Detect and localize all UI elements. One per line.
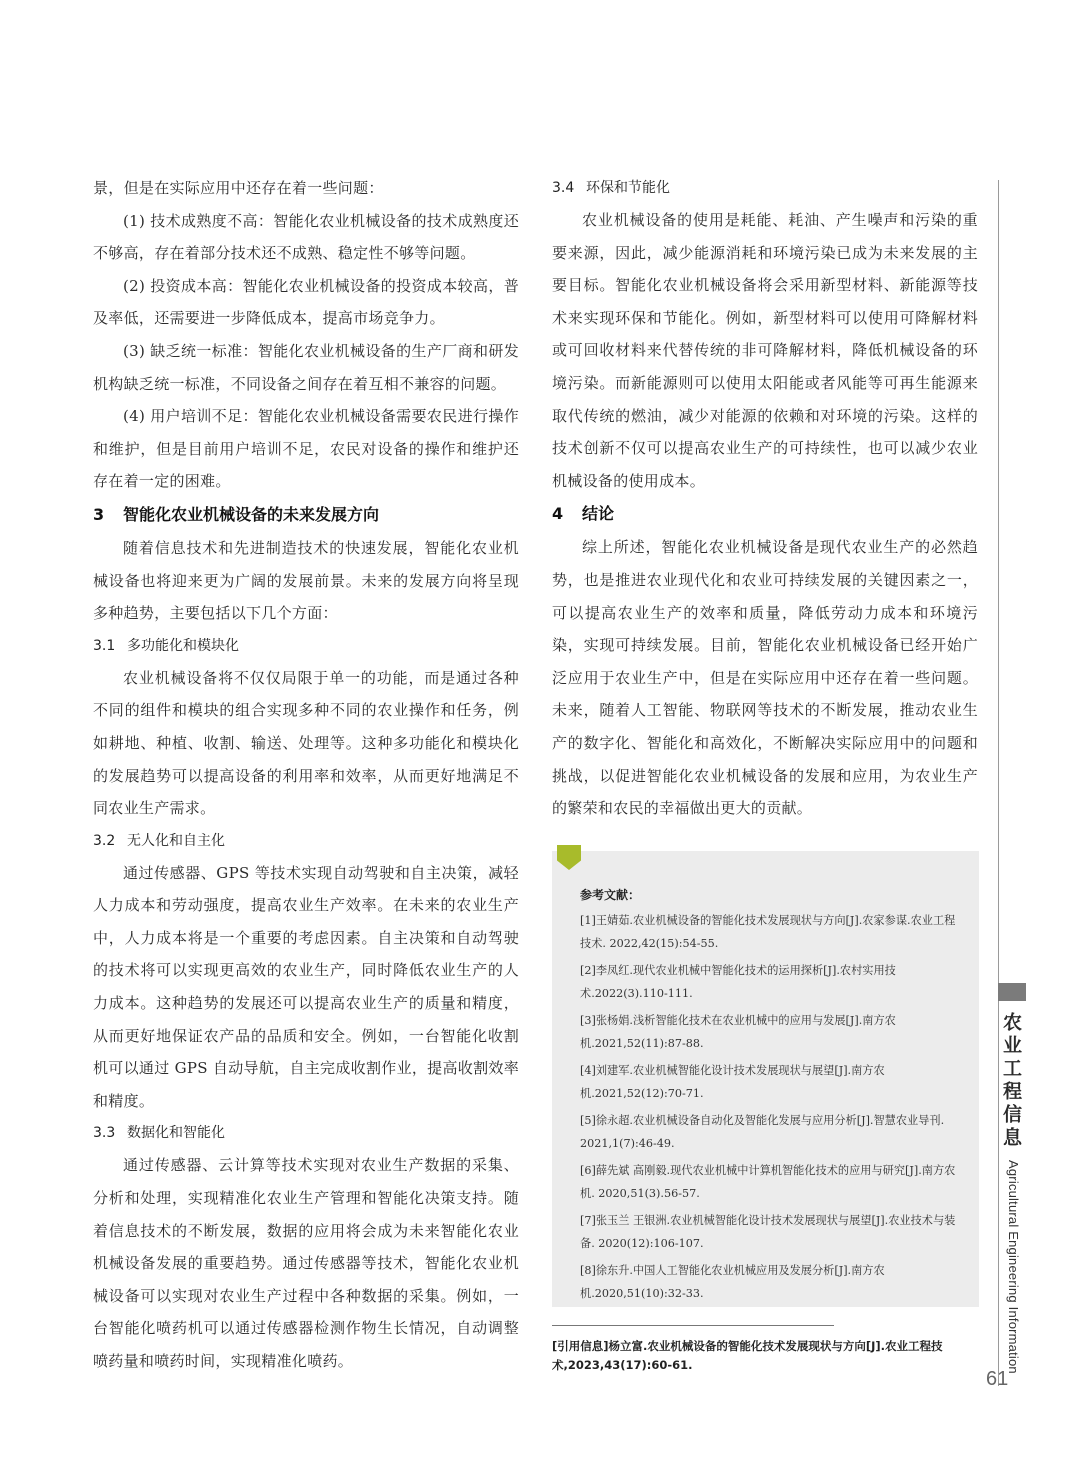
citation-info: [引用信息]杨立富.农业机械设备的智能化技术发展现状与方向[J].农业工程技术,2023,43(17):60-61. xyxy=(552,1339,943,1372)
section-3-3-text: 通过传感器、云计算等技术实现对农业生产数据的采集、分析和处理，实现精准化农业生产管理和智能化决策支持。随着信息技术的不断发展，数据的应用将会成为未来智能化农业机械设备发展的重要趋势。通过传感器等技术，智能化农业机械设备可以实现对农业生产过程中各种数据的采集。例如，一台智能化喷药机可以通过传感器检测作物生长情况，自动调整喷药量和喷药时间，实现精准化喷药。 xyxy=(93,1156,519,1370)
section-3-4-number: 3.4 xyxy=(552,180,575,196)
section-3-2-title: 无人化和自主化 xyxy=(127,832,225,849)
reference-item: [6]薛先斌 高刚毅.现代农业机械中计算机智能化技术的应用与研究[J].南方农机. 2020,51(3).56-57. xyxy=(580,1164,956,1200)
section-3-2-number: 3.2 xyxy=(93,832,116,849)
problem-2: (2) 投资成本高：智能化农业机械设备的投资成本较高，普及率低，还需要进一步降低成本，提高市场竞争力。 xyxy=(93,276,519,328)
page-number: 61 xyxy=(986,1368,1009,1390)
section-3-2-text: 通过传感器、GPS 等技术实现自动驾驶和自主决策，减轻人力成本和劳动强度，提高农业生产效率。在未来的农业生产中，人力成本将是一个重要的考虑因素。自主决策和自动驾驶的技术将可以实现更高效的农业生产，同时降低农业生产的人力成本。这种趋势的发展还可以提高农业生产的质量和精度，从而更好地保证农产品的品质和安全。例如，一台智能化收割机可以通过 GPS 自动导航，自主完成收割作业，提高收割效率和精度。 xyxy=(93,863,519,1110)
references-content xyxy=(580,885,960,1309)
reference-item: [8]徐东升.中国人工智能化农业机械应用及发展分析[J].南方农机.2020,51(10):32-33. xyxy=(580,1264,885,1300)
section-3-heading xyxy=(93,500,519,530)
section-3-title: 智能化农业机械设备的未来发展方向 xyxy=(123,504,380,524)
problem-1: (1) 技术成熟度不高：智能化农业机械设备的技术成熟度还不够高，存在着部分技术还不成熟、稳定性不够等问题。 xyxy=(93,211,519,263)
section-3-1-number: 3.1 xyxy=(93,637,116,654)
problem-3: (3) 缺乏统一标准：智能化农业机械设备的生产厂商和研发机构缺乏统一标准，不同设备之间存在着互相不兼容的问题。 xyxy=(93,341,519,393)
reference-item: [7]张玉兰 王银洲.农业机械智能化设计技术发展现状与展望[J].农业技术与装备. 2020(12):106-107. xyxy=(580,1214,956,1250)
section-3-3-number: 3.3 xyxy=(93,1125,116,1142)
problem-4: (4) 用户培训不足：智能化农业机械设备需要农民进行操作和维护，但是目前用户培训不足，农民对设备的操作和维护还存在着一定的困难。 xyxy=(93,407,519,491)
intro-tail-paragraph: 景，但是在实际应用中还存在着一些问题： xyxy=(93,179,384,197)
section-3-3-heading xyxy=(93,1117,519,1149)
reference-item: [2]李凤红.现代农业机械中智能化技术的运用探析[J].农村实用技术.2022(3).110-111. xyxy=(580,964,896,1000)
citation-divider xyxy=(552,1325,834,1326)
reference-item: [5]徐永超.农业机械设备自动化及智能化发展与应用分析[J].智慧农业导刊. 2021,1(7):46-49. xyxy=(580,1114,945,1150)
section-3-4-text: 农业机械设备的使用是耗能、耗油、产生噪声和污染的重要来源，因此，减少能源消耗和环境污染已成为未来发展的主要目标。智能化农业机械设备将会采用新型材料、新能源等技术来实现环保和节能化。例如，新型材料可以使用可降解材料或可回收材料来代替传统的非可降解材料，降低机械设备的环境污染。而新能源则可以使用太阳能或者风能等可再生能源来取代传统的燃油，减少对能源的依赖和对环境的污染。这样的技术创新不仅可以提高农业生产的可持续性，也可以减少农业机械设备的使用成本。 xyxy=(552,211,978,490)
sidebar-divider xyxy=(998,180,999,1386)
journal-name-cn: 农业工程信息 xyxy=(1000,1012,1022,1150)
right-column xyxy=(552,172,978,825)
section-4-title: 结论 xyxy=(582,504,615,524)
section-4-heading xyxy=(552,499,978,529)
section-3-1-heading xyxy=(93,630,519,662)
section-3-1-text: 农业机械设备将不仅仅局限于单一的功能，而是通过各种不同的组件和模块的组合实现多种不同的农业操作和任务，例如耕地、种植、收割、输送、处理等。这种多功能化和模块化的发展趋势可以提高设备的利用率和效率，从而更好地满足不同农业生产需求。 xyxy=(93,668,519,818)
journal-name-en: Agricultural Engineering Information xyxy=(1006,1160,1021,1374)
section-3-intro: 随着信息技术和先进制造技术的快速发展，智能化农业机械设备也将迎来更为广阔的发展前景。未来的发展方向将呈现多种趋势，主要包括以下几个方面： xyxy=(93,538,519,623)
reference-item: [1]王婧茹.农业机械设备的智能化技术发展现状与方向[J].农家参谋.农业工程技术. 2022,42(15):54-55. xyxy=(580,914,956,950)
section-3-3-title: 数据化和智能化 xyxy=(127,1125,225,1142)
reference-item: [4]刘建军.农业机械智能化设计技术发展现状与展望[J].南方农机.2021,52(12):70-71. xyxy=(580,1064,885,1100)
section-3-4-title: 环保和节能化 xyxy=(586,180,670,196)
section-4-text: 综上所述，智能化农业机械设备是现代农业生产的必然趋势，也是推进农业现代化和农业可持续发展的关键因素之一，可以提高农业生产的效率和质量，降低劳动力成本和环境污染，实现可持续发展。目前，智能化农业机械设备已经开始广泛应用于农业生产中，但是在实际应用中还存在着一些问题。未来，随着人工智能、物联网等技术的不断发展，推动农业生产的数字化、智能化和高效化，不断解决实际应用中的问题和挑战，以促进智能化农业机械设备的发展和应用，为农业生产的繁荣和农民的幸福做出更大的贡献。 xyxy=(552,538,978,818)
sidebar-marker xyxy=(998,983,1026,1001)
section-3-2-heading xyxy=(93,825,519,857)
section-3-4-heading xyxy=(552,172,978,204)
section-3-1-title: 多功能化和模块化 xyxy=(127,637,239,654)
section-3-number: 3 xyxy=(93,504,105,524)
section-4-number: 4 xyxy=(552,504,564,524)
references-title: 参考文献： xyxy=(580,888,641,902)
left-column xyxy=(93,172,519,1378)
references-box xyxy=(552,851,979,1307)
reference-item: [3]张杨娟.浅析智能化技术在农业机械中的应用与发展[J].南方农机.2021,52(11):87-88. xyxy=(580,1014,896,1050)
